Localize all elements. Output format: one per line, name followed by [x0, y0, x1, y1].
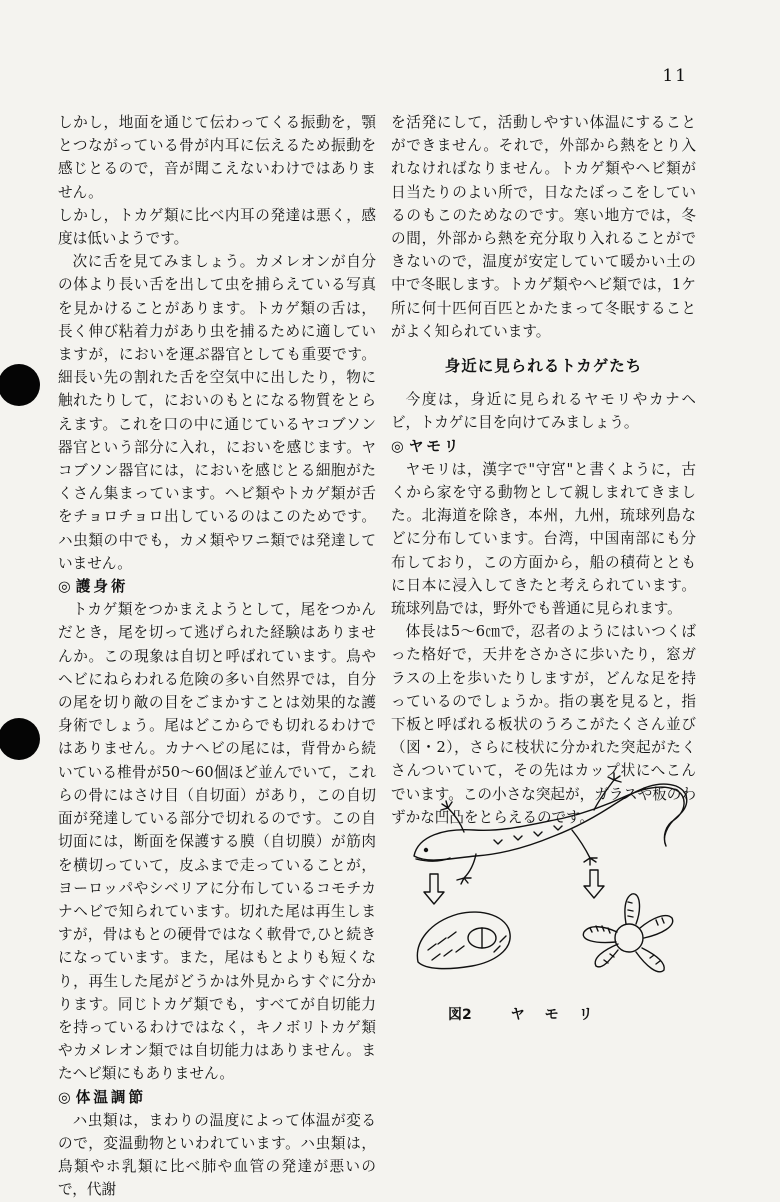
gecko-body — [414, 784, 687, 860]
subheading-yamori — [391, 435, 696, 458]
arrow-down-icon — [584, 870, 604, 898]
paragraph: しかし，トカゲ類に比べ内耳の発達は悪く，感度は低いようです。 — [58, 206, 376, 248]
gecko-illustration — [404, 766, 704, 976]
punch-hole-lower — [0, 718, 40, 760]
subheading-text: 体温調節 — [75, 1088, 147, 1106]
subheading-goshinjutsu — [58, 575, 376, 598]
left-column — [58, 111, 376, 1202]
figure-caption — [448, 1004, 613, 1024]
subheading-text: ヤモリ — [408, 437, 462, 455]
gecko-foot-closeup — [583, 894, 672, 972]
section-title: 身近に見られるトカゲたち — [444, 357, 643, 376]
figure-label: 図2 — [448, 1007, 472, 1023]
paragraph: しかし，地面を通じて伝わってくる振動を，顎とつながっている骨が内耳に伝えるため振動を感じとるので，音が聞こえないわけではありません。 — [58, 114, 376, 201]
subheading-mark-icon: ◎ — [58, 578, 74, 596]
page-number: 11 — [662, 66, 688, 86]
paragraph: 次に舌を見てみましょう。カメレオンが自分の体より長い舌を出して虫を捕らえている写真を見かけることがあります。トカゲ類の舌は，長く伸び粘着力があり虫を捕るために適していますが，においを運ぶ器官としても重要です。細長い先の割れた舌を空気中に出したり，物に触れたりして，においのもとになる物質をとらえます。これを口の中に通じているヤコブソン器官という部分に入れ，においを感じます。ヤコブソン器官には，においを感じとる細胞がたくさん集まっています。ヘビ類やトカゲ類が舌をチョロチョロ出しているのはこのためです。ハ虫類の中でも，カメ類やワニ類では発達していません。 — [58, 253, 376, 572]
right-column — [391, 111, 696, 829]
figure-name: ヤモリ — [510, 1007, 613, 1023]
subheading-mark-icon: ◎ — [58, 1088, 74, 1106]
subheading-text: 護身術 — [75, 578, 129, 596]
subheading-mark-icon: ◎ — [391, 437, 407, 455]
paragraph: 今度は，身近に見られるヤモリやカナヘビ，トカゲに目を向けてみましょう。 — [391, 391, 696, 432]
paragraph: を活発にして，活動しやすい体温にすることができません。それで，外部から熱をとり入れなければなりません。トカゲ類やヘビ類が日当たりのよい所で，日なたぼっこをしているのもこのためなのです。寒い地方では，冬の間，外部から熱を充分取り入れることができないので，温度が安定していて暖かい土の中で冬眠します。トカゲ類やヘビ類では，1ケ所に何十匹何百匹とかたまって冬眠することがよく知られています。 — [391, 114, 696, 340]
subheading-taion-chousetsu — [58, 1086, 376, 1109]
paragraph: 体長は5〜6㎝で，忍者のようにはいつくばった格好で，天井をさかさに歩いたり，窓ガラスの上を歩いたりしますが，どんな足を持っているのでしょうか。指の裏を見ると，指下板と呼ばれる板状のうろこがたくさん並び（図・2），さらに枝状に分かれた突起がたくさんついていて，その先はカップ状にへこんでいます。この小さな突起が，ガラスや板のわずかな凹凸をとらえるのです。 — [391, 623, 696, 826]
paragraph: ハ虫類は，まわりの温度によって体温が変るので，変温動物といわれています。ハ虫類は，鳥類やホ乳類に比べ肺や血管の発達が悪いので，代謝 — [58, 1111, 376, 1199]
paragraph: トカゲ類をつかまえようとして，尾をつかんだとき，尾を切って逃げられた経験はありませんか。この現象は自切と呼ばれています。鳥やヘビにねらわれる危険の多い自然界では，自分の尾を切り敵の目をごまかすことは効果的な護身術でしょう。尾はどこからでも切れるわけではありません。カナヘビの尾には，背骨から続いている椎骨が50〜60個ほど並んでいて，これらの骨にはさけ目（自切面）があり，この自切面が発達している部分で切れるのです。この自切面には，断面を保護する膜（自切膜）が筋肉を横切っていて，皮ふまで走っていることが，ヨーロッパやシベリアに分布しているコモチカナヘビで知られています。切れた尾は再生しますが，骨はもとの硬骨ではなく軟骨で,ひと続きになっています。また，尾はもとよりも短くなり，再生した尾がどうかは外見からすぐに分かります。同じトカゲ類でも，すべてが自切能力を持っているわけではなく，キノボリトカゲ類やカメレオン類では自切能力はありません。またヘビ類にもありません。 — [58, 601, 376, 1083]
arrow-down-icon — [424, 874, 444, 904]
paragraph: ヤモリは，漢字で"守宮"と書くように，古くから家を守る動物として親しまれてきました。北海道を除き，本州，九州，琉球列島などに分布しています。台湾，中国南部にも分布しており，この方面から，船の積荷とともに日本に浸入してきたと考えられています。琉球列島では，野外でも普通に見られます。 — [391, 460, 696, 618]
punch-hole-upper — [0, 364, 40, 406]
